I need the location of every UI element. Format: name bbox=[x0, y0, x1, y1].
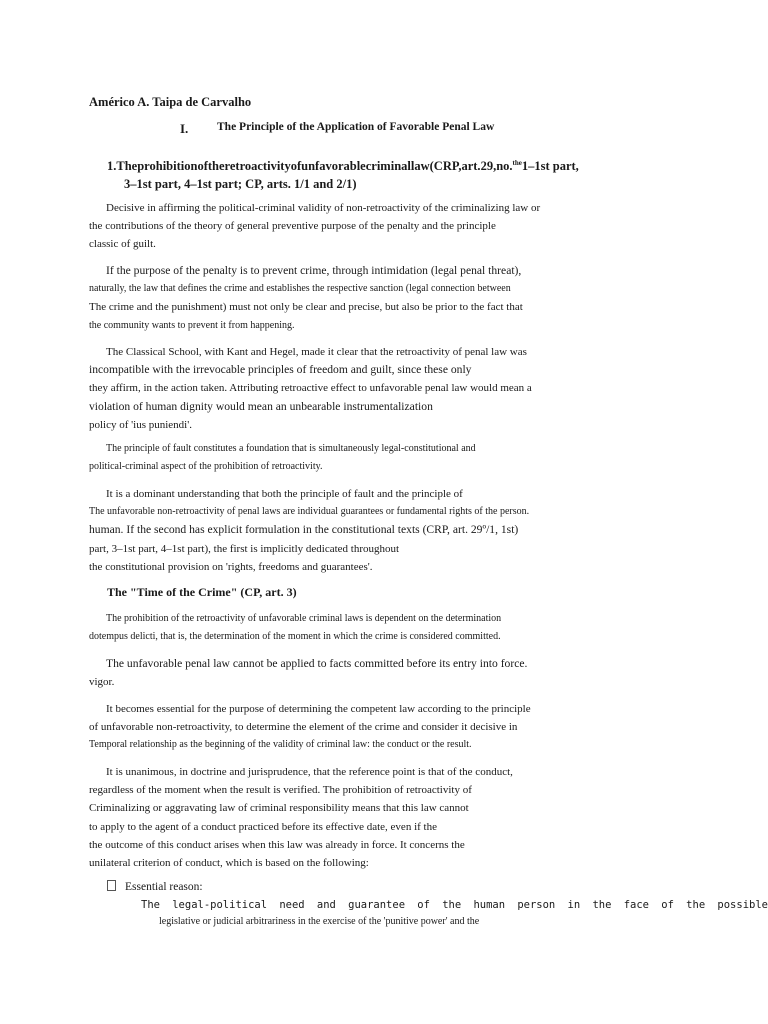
paragraph-line: part, 3–1st part, 4–1st part), the first is implicitly dedicated throughout bbox=[89, 542, 400, 555]
paragraph-line: The unfavorable non-retroactivity of penal laws are individual guarantees or fundamental rights of the person. bbox=[89, 506, 530, 518]
monospace-word: guarantee bbox=[348, 899, 406, 911]
paragraph-line: The unfavorable penal law cannot be applied to facts committed before its entry into force. bbox=[106, 657, 528, 670]
monospace-word: possible bbox=[717, 899, 768, 911]
paragraph-5 bbox=[89, 485, 529, 576]
bullet-label: Essential reason: bbox=[125, 881, 203, 893]
paragraph-line: If the purpose of the penalty is to prevent crime, through intimidation (legal penal threat), bbox=[106, 264, 522, 277]
paragraph-9 bbox=[89, 763, 513, 872]
monospace-word: need bbox=[279, 899, 305, 911]
monospace-word: the bbox=[592, 899, 612, 911]
author-name: Américo A. Taipa de Carvalho bbox=[89, 95, 252, 109]
final-line: legislative or judicial arbitrariness in the exercise of the 'punitive power' and the bbox=[159, 916, 480, 927]
paragraph-line: of unfavorable non-retroactivity, to determine the element of the crime and consider it decisive in bbox=[89, 721, 518, 734]
paragraph-line: vigor. bbox=[89, 676, 115, 689]
paragraph-line: classic of guilt. bbox=[89, 238, 156, 251]
monospace-word: of bbox=[661, 899, 674, 911]
paragraph-line: Temporal relationship as the beginning of the validity of criminal law: the conduct or the result. bbox=[89, 739, 472, 751]
paragraph-line: unilateral criterion of conduct, which is based on the following: bbox=[89, 857, 369, 870]
paragraph-2 bbox=[89, 262, 523, 335]
heading-word: of bbox=[290, 159, 302, 173]
paragraph-line: incompatible with the irrevocable principles of freedom and guilt, since these only bbox=[89, 363, 472, 377]
heading-word: art. bbox=[461, 159, 481, 173]
heading-tail-prefix: no. bbox=[496, 159, 513, 173]
heading-word: prohibition bbox=[137, 159, 198, 173]
heading-1-line-1 bbox=[107, 157, 579, 175]
paragraph-line: the outcome of this conduct arises when this law was already in force. It concerns the bbox=[89, 838, 465, 851]
heading-word-tail bbox=[496, 157, 579, 175]
paragraph-3 bbox=[89, 343, 532, 434]
paragraph-line: It is a dominant understanding that both the principle of fault and the principle of bbox=[106, 488, 463, 500]
heading-tail-suffix: 1–1st part, bbox=[521, 159, 579, 173]
paragraph-line: dotempus delicti, that is, the determination of the moment in which the crime is considered committed. bbox=[89, 631, 501, 643]
paragraph-line: political-criminal aspect of the prohibition of retroactivity. bbox=[89, 461, 323, 473]
monospace-word: legal-political bbox=[172, 899, 268, 911]
monospace-word: person bbox=[517, 899, 556, 911]
bullet-item bbox=[107, 880, 203, 893]
monospace-word: the bbox=[686, 899, 706, 911]
heading-word: retroactivity bbox=[224, 159, 291, 173]
paragraph-line: policy of 'ius puniendi'. bbox=[89, 418, 192, 431]
paragraph-line: Decisive in affirming the political-criminal validity of non-retroactivity of the criminalizing law or bbox=[106, 202, 541, 214]
heading-word: unfavorable bbox=[301, 159, 366, 173]
paragraph-8 bbox=[89, 700, 531, 755]
paragraph-line: The principle of fault constitutes a foundation that is simultaneously legal-constitutional and bbox=[106, 443, 476, 454]
heading-word: of bbox=[197, 159, 208, 173]
paragraph-line: human. If the second has explicit formulation in the constitutional texts (CRP, art. 29º/1, 1st) bbox=[89, 523, 519, 537]
monospace-word: human bbox=[473, 899, 506, 911]
monospace-word: The bbox=[141, 899, 160, 911]
paragraph-line: Criminalizing or aggravating law of criminal responsibility means that this law cannot bbox=[89, 802, 469, 815]
paragraph-7 bbox=[89, 655, 527, 691]
paragraph-line: the constitutional provision on 'rights, freedoms and guarantees'. bbox=[89, 560, 373, 573]
paragraph-line: naturally, the law that defines the crime and establishes the respective sanction (legal connection between bbox=[89, 283, 511, 295]
paragraph-line: It becomes essential for the purpose of determining the competent law according to the principle bbox=[106, 703, 531, 715]
paragraph-1 bbox=[89, 199, 540, 254]
paragraph-line: they affirm, in the action taken. Attributing retroactive effect to unfavorable penal law would mean a bbox=[89, 382, 532, 395]
monospace-line bbox=[141, 899, 768, 911]
heading-word: 1. bbox=[107, 159, 117, 173]
paragraph-line: The crime and the punishment) must not only be clear and precise, but also be prior to the fact that bbox=[89, 301, 523, 314]
heading-word: The bbox=[116, 159, 138, 173]
bullet-box-icon bbox=[107, 880, 116, 891]
paragraph-line: It is unanimous, in doctrine and jurisprudence, that the reference point is that of the conduct, bbox=[106, 766, 513, 778]
heading-word: 29, bbox=[480, 159, 497, 173]
heading-tail-sup: the bbox=[512, 158, 522, 167]
monospace-word: face bbox=[623, 899, 649, 911]
paragraph-line: the community wants to prevent it from happening. bbox=[89, 319, 295, 331]
paragraph-line: regardless of the moment when the result is verified. The prohibition of retroactivity of bbox=[89, 784, 472, 797]
paragraph-line: The prohibition of the retroactivity of unfavorable criminal laws is dependent on the determination bbox=[106, 613, 502, 624]
paragraph-4 bbox=[89, 440, 476, 476]
section-title: The Principle of the Application of Favorable Penal Law bbox=[217, 121, 495, 133]
paragraph-line: to apply to the agent of a conduct practiced before its effective date, even if the bbox=[89, 820, 437, 833]
paragraph-6 bbox=[89, 610, 501, 646]
monospace-word: and bbox=[316, 899, 336, 911]
heading-1-line-2: 3–1st part, 4–1st part; CP, arts. 1/1 and 2/1) bbox=[124, 177, 357, 191]
paragraph-line: violation of human dignity would mean an unbearable instrumentalization bbox=[89, 399, 433, 413]
heading-word: law bbox=[410, 159, 430, 173]
monospace-word: the bbox=[442, 899, 462, 911]
heading-word: the bbox=[207, 159, 225, 173]
heading-word: criminal bbox=[365, 159, 411, 173]
paragraph-line: The Classical School, with Kant and Hegel, made it clear that the retroactivity of penal law was bbox=[106, 346, 527, 358]
subheading-time-of-crime: The "Time of the Crime" (CP, art. 3) bbox=[107, 585, 297, 599]
heading-word: (CRP, bbox=[429, 159, 462, 173]
section-number: I. bbox=[180, 121, 189, 136]
monospace-word: of bbox=[417, 899, 430, 911]
monospace-word: in bbox=[567, 899, 581, 911]
paragraph-line: the contributions of the theory of general preventive purpose of the penalty and the principle bbox=[89, 220, 496, 233]
heading-1 bbox=[107, 157, 579, 193]
